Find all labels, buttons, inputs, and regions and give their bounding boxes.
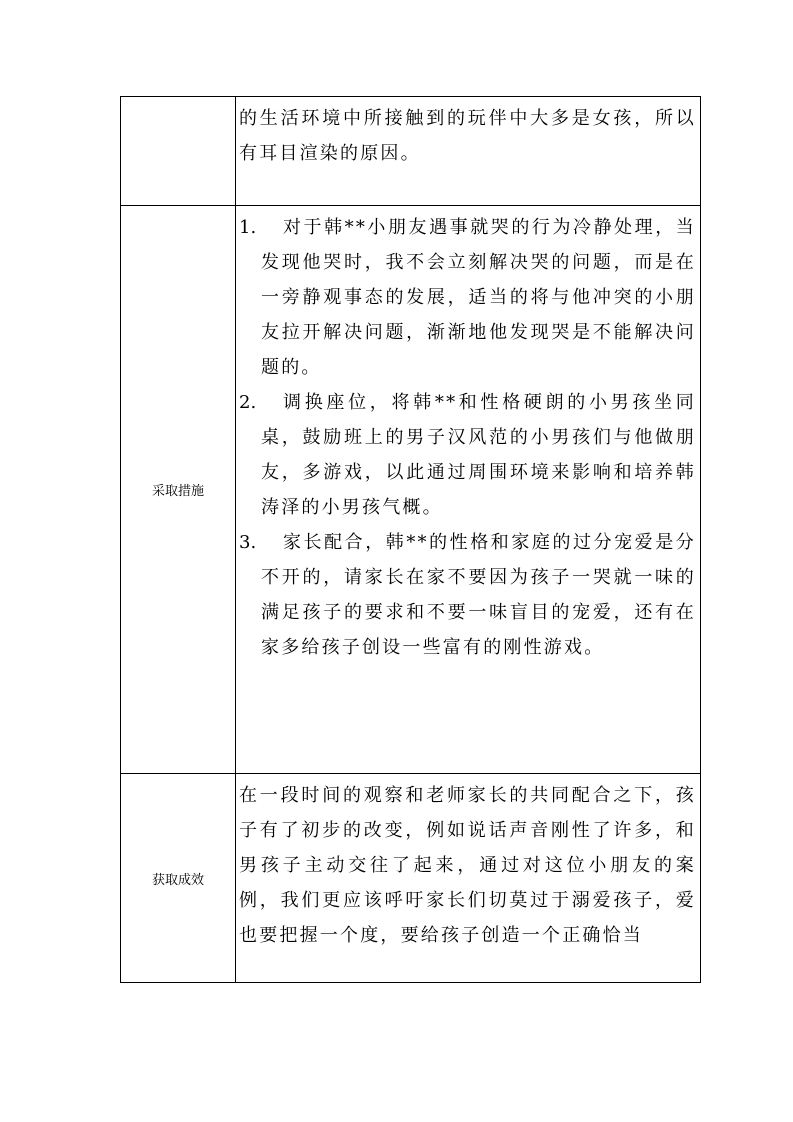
table-row [121, 97, 701, 206]
table-row [121, 206, 701, 774]
results-wrap [239, 774, 696, 953]
list-text: 调换座位，将韩**和性格硬朗的小男孩坐同桌，鼓励班上的男子汉风范的小男孩们与他做朋友，多游戏，以此通过周围环境来影响和培养韩涛泽的小男孩气概。 [261, 392, 696, 518]
case-record-table [120, 96, 701, 983]
list-text: 家长配合，韩**的性格和家庭的过分宠爱是分不开的，请家长在家不要因为孩子一哭就一味的满足孩子的要求和不要一味盲目的宠爱，还有在家多给孩子创设一些富有的刚性游戏。 [261, 532, 696, 658]
results-text: 在一段时间的观察和老师家长的共同配合之下，孩子有了初步的改变，例如说话声音刚性了许多，和男孩子主动交往了起来，通过对这位小朋友的案例，我们更应该呼吁家长们切莫过于溺爱孩子，爱也要把握一个度，要给孩子创造一个正确恰当 [239, 785, 696, 946]
measures-list [239, 206, 696, 665]
row-label-cell [121, 97, 236, 206]
results-content-cell [236, 774, 701, 983]
list-item [239, 210, 696, 385]
background-text: 的生活环境中所接触到的玩伴中大多是女孩，所以有耳目渲染的原因。 [239, 108, 696, 164]
measures-content-cell [236, 206, 701, 774]
background-content-cell [236, 97, 701, 206]
list-item [239, 525, 696, 665]
list-text: 对于韩**小朋友遇事就哭的行为冷静处理，当发现他哭时，我不会立刻解决哭的问题，而是在一旁静观事态的发展，适当的将与他冲突的小朋友拉开解决问题，渐渐地他发现哭是不能解决问题的。 [261, 217, 696, 378]
table-row [121, 774, 701, 983]
results-label: 获取成效 [121, 774, 236, 983]
list-number: 2. [239, 392, 257, 413]
measures-label: 采取措施 [121, 206, 236, 774]
list-number: 3. [239, 532, 257, 553]
list-number: 1. [239, 217, 257, 238]
list-item [239, 385, 696, 525]
